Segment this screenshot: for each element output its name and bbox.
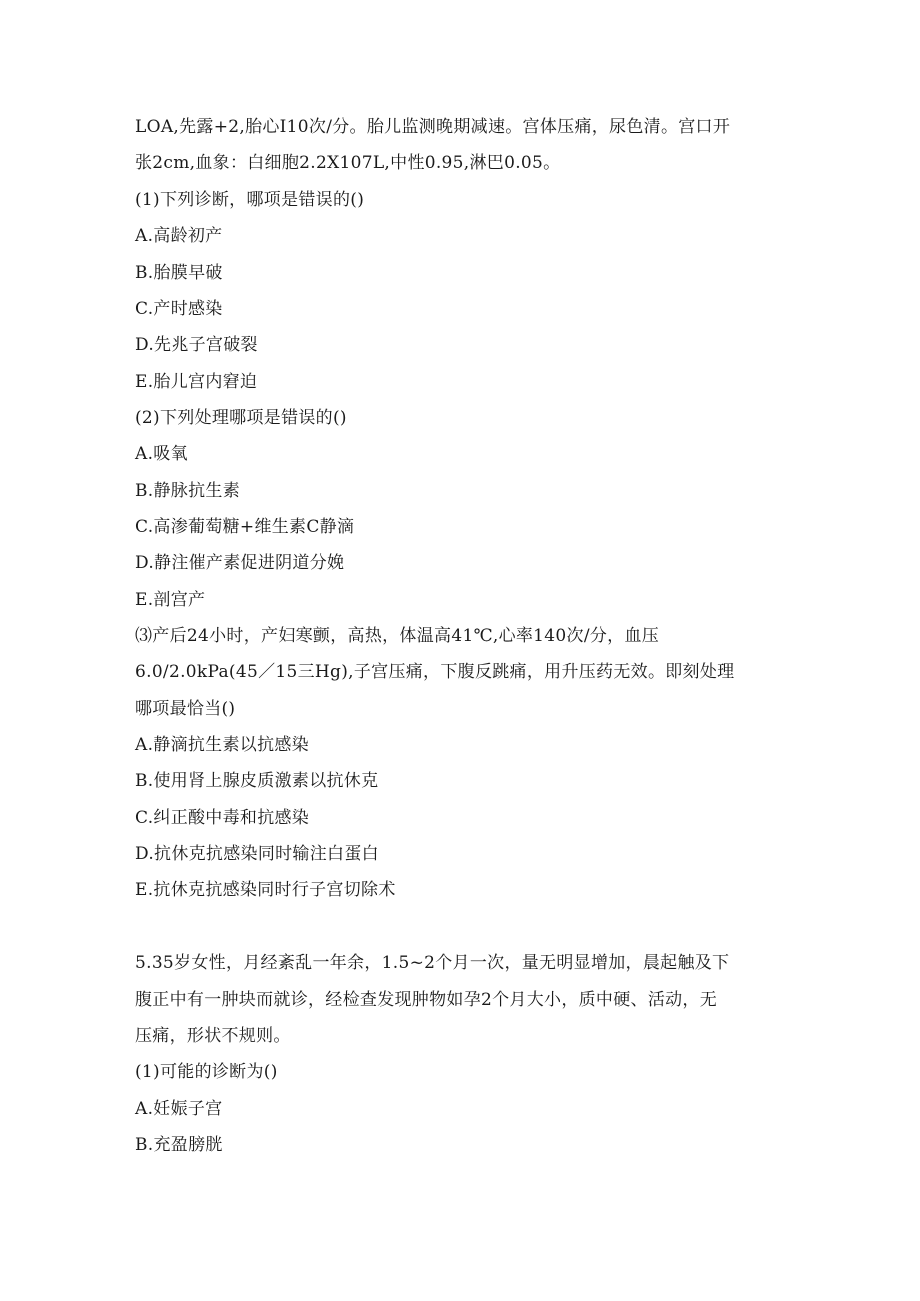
answer-option: D.抗休克抗感染同时输注白蛋白 xyxy=(135,844,379,864)
question-stem: (1)下列诊断，哪项是错误的() xyxy=(135,190,365,210)
answer-option: B.使用肾上腺皮质激素以抗休克 xyxy=(135,771,379,791)
answer-option: B.静脉抗生素 xyxy=(135,481,240,501)
question-stem: 6.0/2.0kPa(45／15三Hg),子宫压痛，下腹反跳痛，用升压药无效。即刻处理 xyxy=(135,662,735,682)
answer-option: B.胎膜早破 xyxy=(135,263,223,283)
answer-option: C.高渗葡萄糖+维生素C静滴 xyxy=(135,517,355,537)
answer-option: A.妊娠子宫 xyxy=(135,1099,223,1119)
answer-option: A.吸氧 xyxy=(135,444,188,464)
question-stem: 哪项最恰当() xyxy=(135,699,236,719)
answer-option: D.静注催产素促进阴道分娩 xyxy=(135,553,345,573)
answer-option: B.充盈膀胱 xyxy=(135,1135,223,1155)
answer-option: E.抗休克抗感染同时行子宫切除术 xyxy=(135,880,396,900)
answer-option: C.纠正酸中毒和抗感染 xyxy=(135,808,310,828)
case-text-line: 压痛，形状不规则。 xyxy=(135,1026,291,1046)
answer-option: C.产时感染 xyxy=(135,299,223,319)
answer-option: A.高龄初产 xyxy=(135,226,223,246)
question-stem: (1)可能的诊断为() xyxy=(135,1062,278,1082)
question-stem: ⑶产后24小时，产妇寒颤，高热，体温高41℃,心率140次/分，血压 xyxy=(135,626,660,646)
case-text-line: 腹正中有一肿块而就诊，经检查发现肿物如孕2个月大小，质中硬、活动，无 xyxy=(135,990,718,1010)
answer-option: E.胎儿宫内窘迫 xyxy=(135,372,258,392)
question-stem: (2)下列处理哪项是错误的() xyxy=(135,408,347,428)
case-text-line: 5.35岁女性，月经紊乱一年余，1.5~2个月一次，量无明显增加，晨起触及下 xyxy=(135,953,730,973)
answer-option: D.先兆子宫破裂 xyxy=(135,335,258,355)
case-text-line: 张2cm,血象：白细胞2.2X107L,中性0.95,淋巴0.05。 xyxy=(135,153,561,173)
answer-option: A.静滴抗生素以抗感染 xyxy=(135,735,309,755)
answer-option: E.剖宫产 xyxy=(135,590,206,610)
case-text-line: LOA,先露+2,胎心I10次/分。胎儿监测晚期减速。宫体压痛，尿色清。宫口开 xyxy=(135,117,731,137)
